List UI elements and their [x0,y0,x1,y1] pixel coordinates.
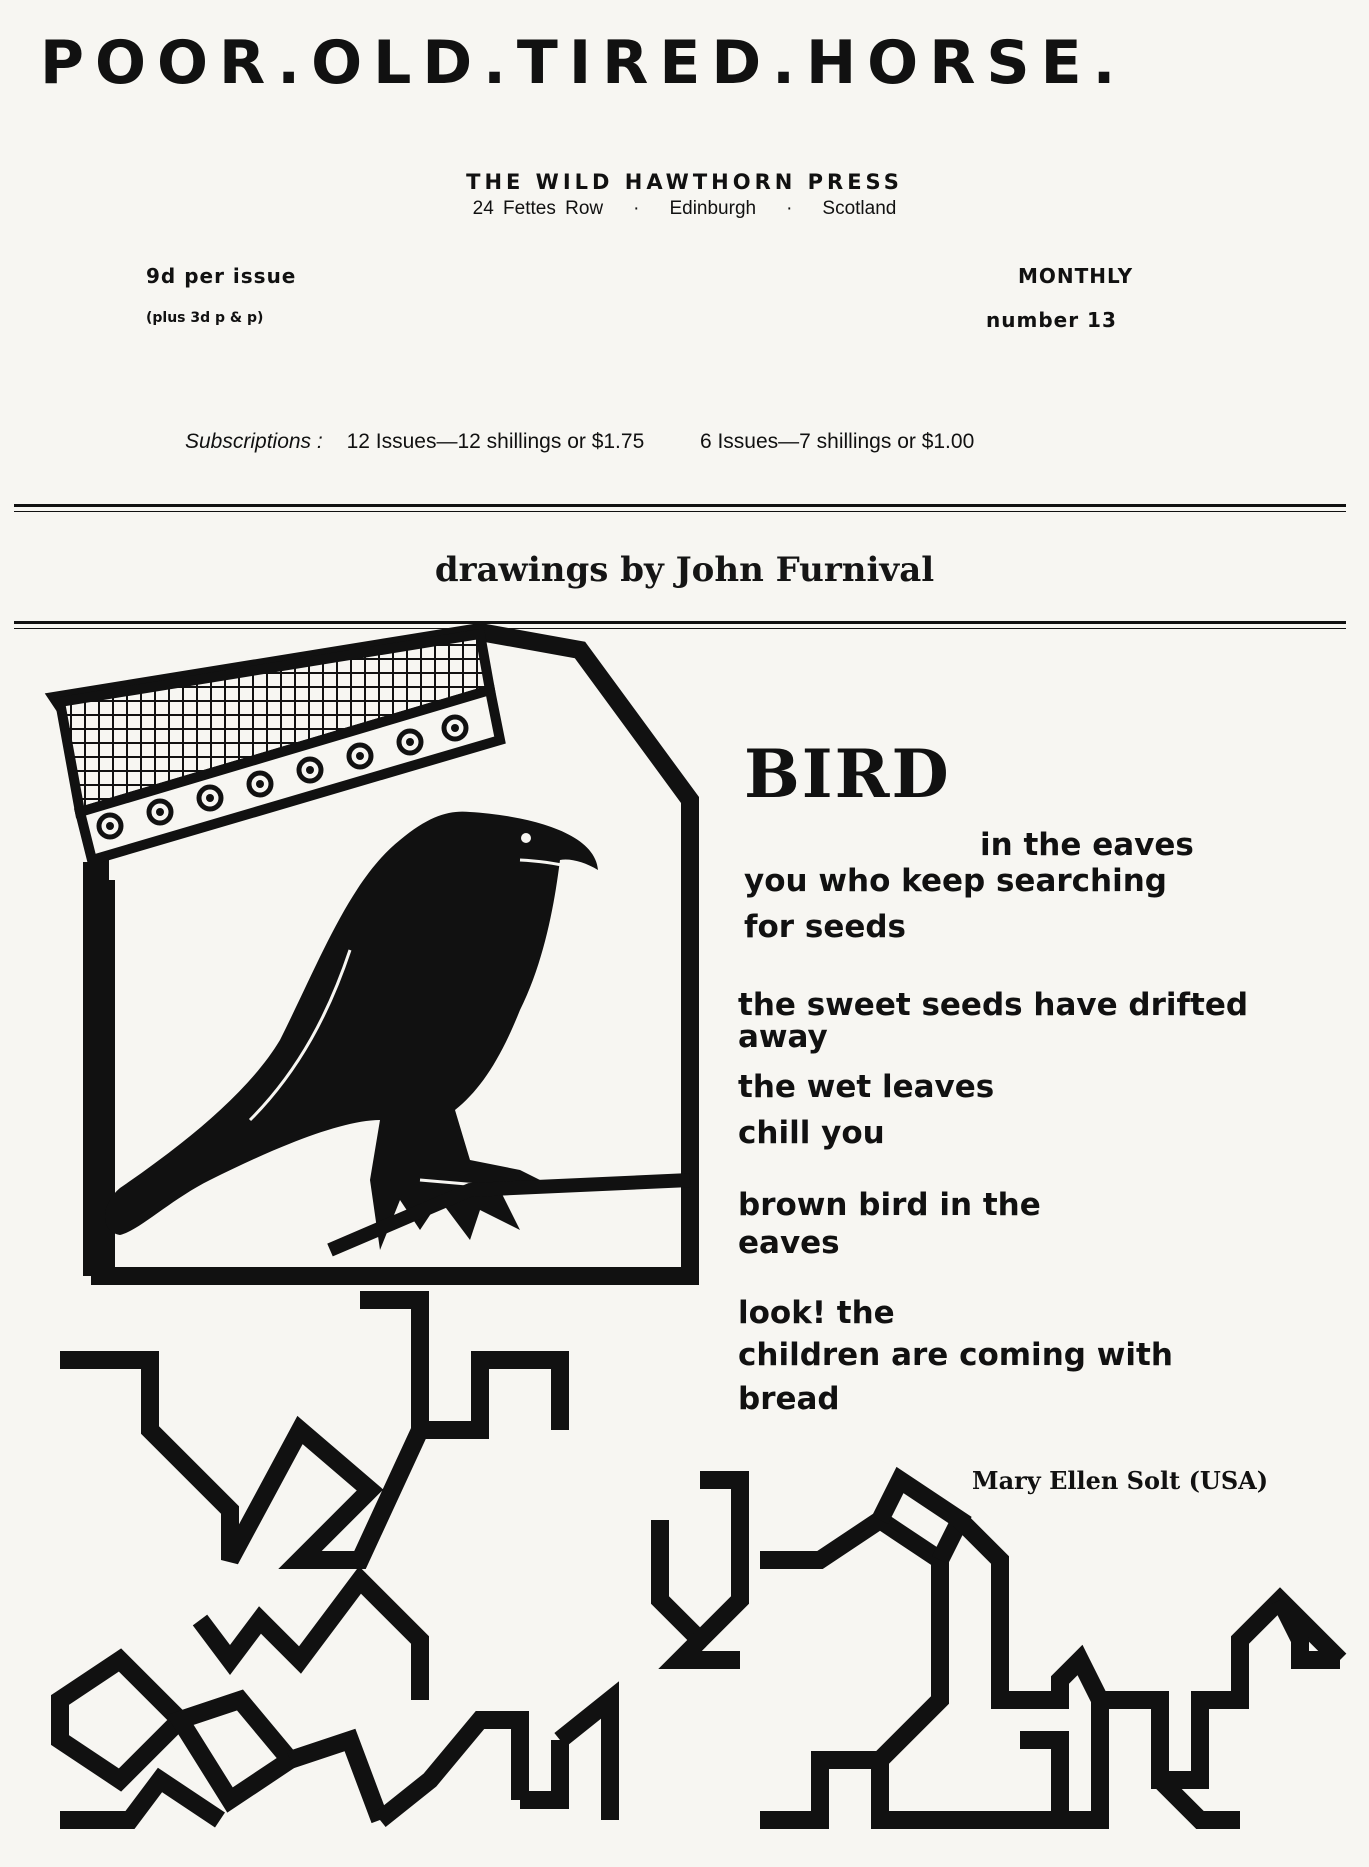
poem-title: BIRD [744,735,951,813]
poem-line-9: eaves [738,1225,840,1261]
poem-line-7: chill you [738,1115,885,1151]
address-city: Edinburgh [669,198,757,219]
poem-line-6: the wet leaves [738,1069,995,1105]
poem-line-11: children are coming with [738,1337,1173,1373]
poem-line-12: bread [738,1381,840,1417]
subscription-option-6: 6 Issues—7 shillings or $1.00 [699,430,975,453]
poem-line-1: in the eaves [980,827,1194,863]
postage-note: (plus 3d p & p) [146,310,264,326]
poem-line-8: brown bird in the [738,1187,1041,1223]
poem-line-3: for seeds [744,909,907,945]
bird-silhouette [105,812,690,1250]
poem-line-5: away [738,1019,828,1055]
issue-number: number 13 [986,308,1117,332]
drawings-credit: drawings by John Furnival [434,550,935,590]
subscriptions-label: Subscriptions : [185,430,323,453]
subscription-option-12: 12 Issues—12 shillings or $1.75 [346,430,645,453]
issue-price: 9d per issue [146,264,297,288]
poem-line-2: you who keep searching [744,863,1167,899]
address-country: Scotland [822,198,897,219]
masthead-title: POOR.OLD.TIRED.HORSE. [40,28,1127,98]
poem-line-10: look! the [738,1295,895,1331]
publisher-name: THE WILD HAWTHORN PRESS [466,170,903,194]
publisher-address: 24 Fettes Row · Edinburgh · Scotland [472,198,897,219]
poem-line-4: the sweet seeds have drifted [738,987,1249,1023]
poem-author: Mary Ellen Solt (USA) [972,1466,1269,1495]
frequency-label: MONTHLY [1018,264,1134,288]
address-street: 24 Fettes Row [472,198,604,219]
rooftops [60,1295,1340,1820]
